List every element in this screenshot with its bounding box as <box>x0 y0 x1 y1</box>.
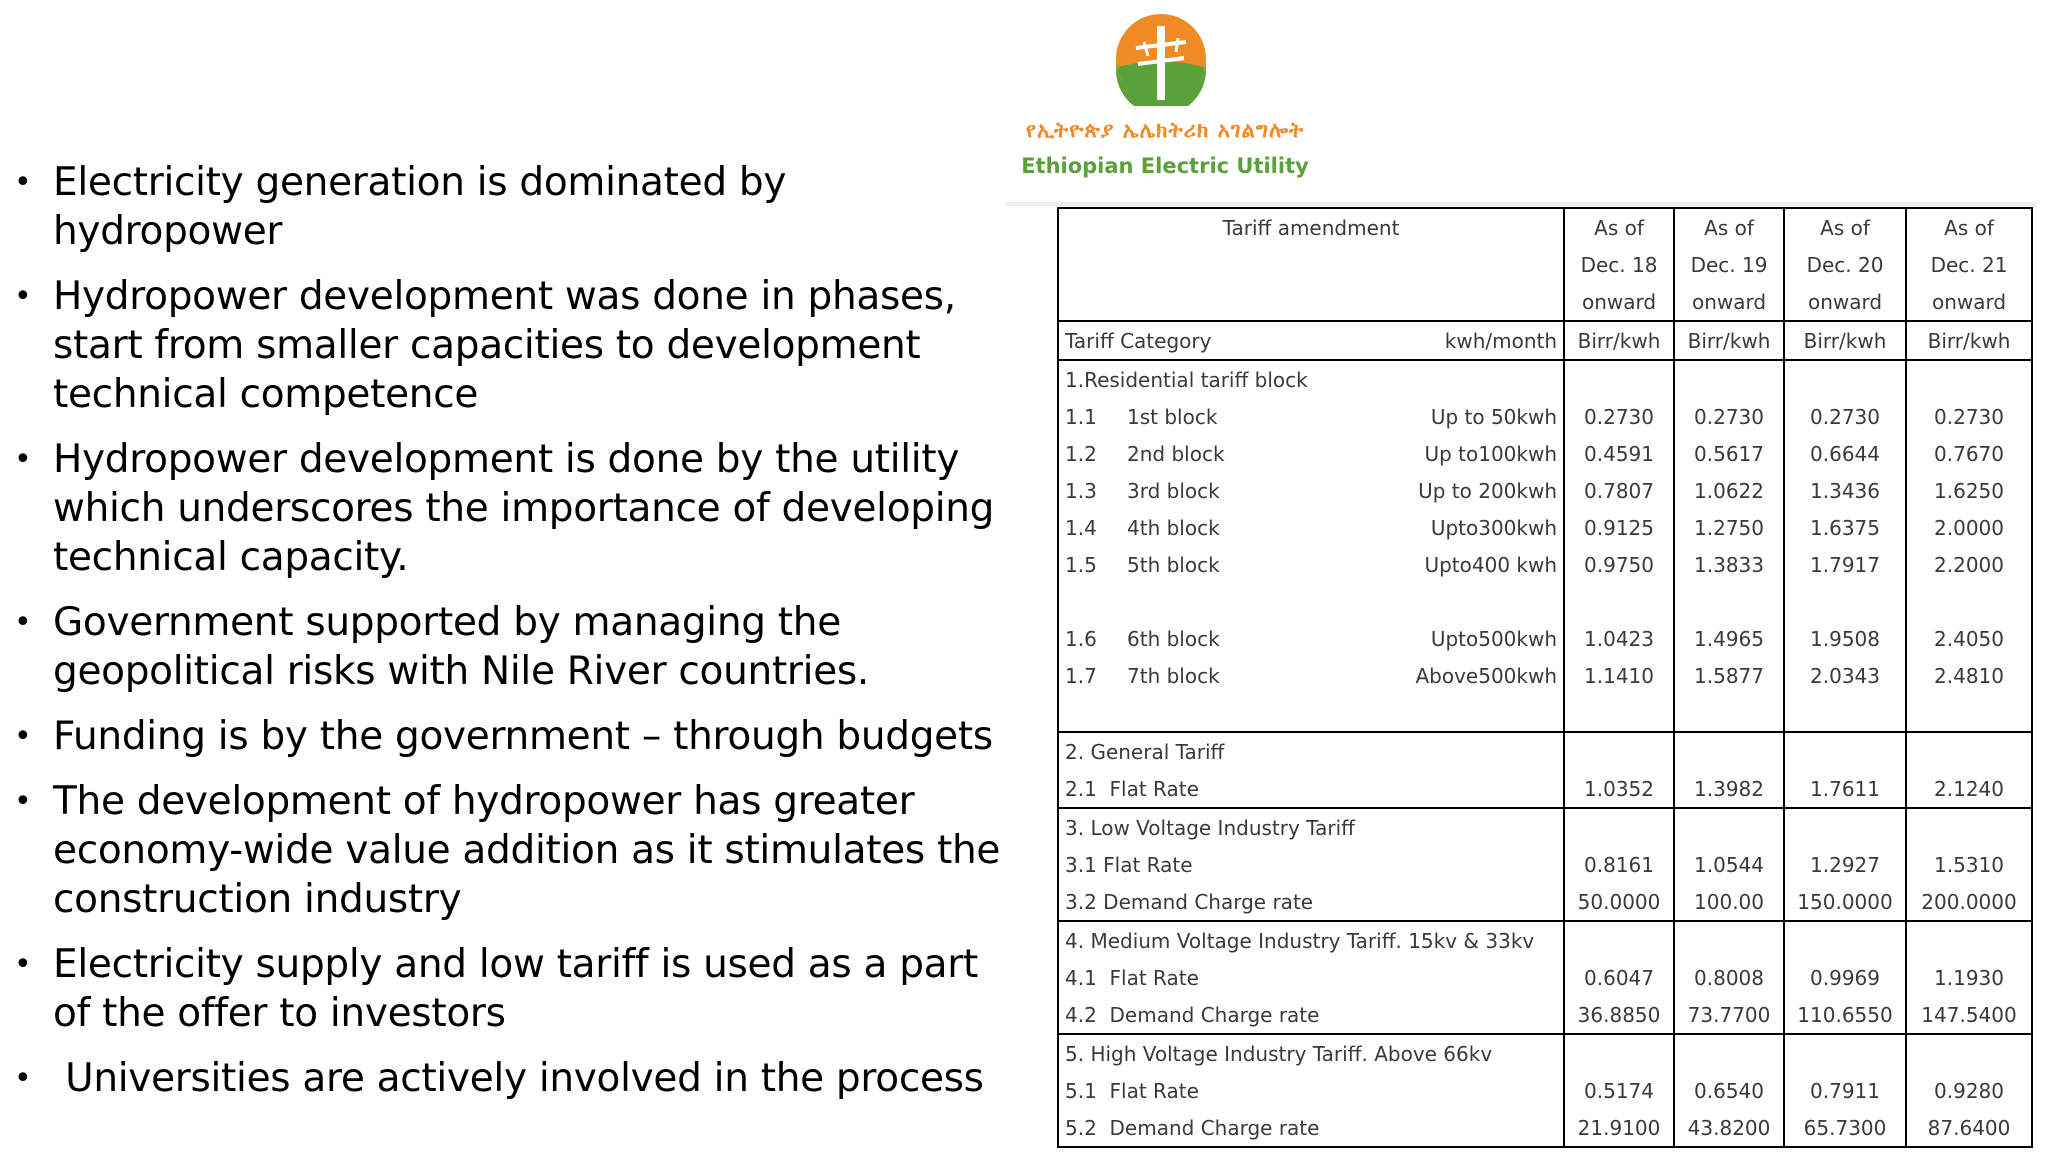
table-cell: 1.9508 <box>1784 620 1906 657</box>
price-unit: Birr/kwh <box>1784 321 1906 360</box>
row-label: 3.2 Demand Charge rate <box>1058 883 1564 921</box>
table-header-row <box>1058 283 2032 321</box>
table-cell: 1.6375 <box>1784 509 1906 546</box>
table-row <box>1058 657 2032 694</box>
bullet-item <box>14 712 1004 761</box>
table-cell: 0.7911 <box>1784 1072 1906 1109</box>
table-cell: 0.5617 <box>1674 435 1784 472</box>
table-cell: 1.0423 <box>1564 620 1674 657</box>
table-cell: 2.0000 <box>1906 509 2032 546</box>
table-cell: 1.0622 <box>1674 472 1784 509</box>
table-row <box>1058 620 2032 657</box>
section-title-row <box>1058 1034 2032 1072</box>
table-cell: 1.3833 <box>1674 546 1784 583</box>
medium-voltage-section-title: 4. Medium Voltage Industry Tariff. 15kv & 33kv <box>1058 921 1564 959</box>
residential-section-title: 1.Residential tariff block <box>1058 360 1564 398</box>
bullet-text: Electricity supply and low tariff is used as a part of the offer to investors <box>53 942 978 1036</box>
table-cell: 2.1240 <box>1906 770 2032 808</box>
table-cell: 0.5174 <box>1564 1072 1674 1109</box>
col-date-value: Dec. 18 <box>1564 246 1674 283</box>
table-cell: 1.3436 <box>1784 472 1906 509</box>
table-cell: 2.2000 <box>1906 546 2032 583</box>
table-cell: 0.9969 <box>1784 959 1906 996</box>
table-cell: 1.1410 <box>1564 657 1674 694</box>
table-cell: 50.0000 <box>1564 883 1674 921</box>
row-name: 6th block <box>1127 626 1220 651</box>
table-cell: 0.4591 <box>1564 435 1674 472</box>
bullet-text: Funding is by the government – through budgets <box>53 714 993 759</box>
col-date-label: As of <box>1674 208 1784 246</box>
col-date-value: Dec. 19 <box>1674 246 1784 283</box>
bullet-text: Hydropower development was done in phases, start from smaller capacities to development technical competence <box>53 274 956 417</box>
section-title-row <box>1058 921 2032 959</box>
table-cell: 1.7917 <box>1784 546 1906 583</box>
table-cell: 1.2750 <box>1674 509 1784 546</box>
col-date-suffix: onward <box>1784 283 1906 321</box>
row-range: Upto500kwh <box>1430 626 1558 651</box>
table-cell: 0.9280 <box>1906 1072 2032 1109</box>
row-label: 5.1 Flat Rate <box>1058 1072 1564 1109</box>
table-row <box>1058 472 2032 509</box>
general-section-title: 2. General Tariff <box>1058 732 1564 770</box>
col-date-label: As of <box>1784 208 1906 246</box>
row-label: 3.1 Flat Rate <box>1058 846 1564 883</box>
bullet-item <box>14 272 1004 419</box>
table-cell: 1.1930 <box>1906 959 2032 996</box>
spacer-row <box>1058 694 2032 732</box>
table-row <box>1058 996 2032 1034</box>
table-cell: 0.2730 <box>1906 398 2032 435</box>
section-title-row <box>1058 732 2032 770</box>
low-voltage-section-title: 3. Low Voltage Industry Tariff <box>1058 808 1564 846</box>
price-unit: Birr/kwh <box>1906 321 2032 360</box>
table-cell: 2.4050 <box>1906 620 2032 657</box>
table-cell: 1.4965 <box>1674 620 1784 657</box>
col-date-value: Dec. 20 <box>1784 246 1906 283</box>
col-date-value: Dec. 21 <box>1906 246 2032 283</box>
bullet-list <box>14 158 1004 1119</box>
bullet-dot-icon: • <box>14 605 32 640</box>
table-units-row <box>1058 321 2032 360</box>
table-cell: 2.0343 <box>1784 657 1906 694</box>
row-name: 1st block <box>1127 404 1218 429</box>
high-voltage-section-title: 5. High Voltage Industry Tariff. Above 66kv <box>1058 1034 1564 1072</box>
row-range: Upto300kwh <box>1430 515 1558 540</box>
row-label: 4.2 Demand Charge rate <box>1058 996 1564 1034</box>
bullet-dot-icon: • <box>14 719 32 754</box>
row-range: Upto400 kwh <box>1424 552 1558 577</box>
table-cell: 150.0000 <box>1784 883 1906 921</box>
bullet-text: Universities are actively involved in the process <box>53 1056 984 1101</box>
table-cell: 1.6250 <box>1906 472 2032 509</box>
bullet-item <box>14 158 1004 256</box>
table-cell: 73.7700 <box>1674 996 1784 1034</box>
table-cell: 21.9100 <box>1564 1109 1674 1147</box>
col-date-suffix: onward <box>1674 283 1784 321</box>
logo-english-text: Ethiopian Electric Utility <box>1021 154 1309 178</box>
tariff-amendment-title: Tariff amendment <box>1058 208 1564 246</box>
bullet-dot-icon: • <box>14 947 32 982</box>
row-name: 5th block <box>1127 552 1220 577</box>
table-cell: 110.6550 <box>1784 996 1906 1034</box>
row-name: 4th block <box>1127 515 1220 540</box>
price-unit: Birr/kwh <box>1564 321 1674 360</box>
logo-divider <box>1006 202 2036 206</box>
table-cell: 1.7611 <box>1784 770 1906 808</box>
table-header-row <box>1058 208 2032 246</box>
row-label: 2.1 Flat Rate <box>1058 770 1564 808</box>
table-cell: 0.6540 <box>1674 1072 1784 1109</box>
logo-amharic-text: የኢትዮጵያ ኤሌክትሪክ አገልግሎት <box>1025 118 1305 142</box>
table-cell: 1.0544 <box>1674 846 1784 883</box>
row-code: 1.6 <box>1058 620 1121 657</box>
table-cell: 100.00 <box>1674 883 1784 921</box>
table-cell: 1.2927 <box>1784 846 1906 883</box>
table-cell: 36.8850 <box>1564 996 1674 1034</box>
bullet-dot-icon: • <box>14 279 32 314</box>
table-cell: 0.6047 <box>1564 959 1674 996</box>
bullet-dot-icon: • <box>14 165 32 200</box>
table-cell: 0.7670 <box>1906 435 2032 472</box>
bullet-text: Government supported by managing the geopolitical risks with Nile River countries. <box>53 600 870 694</box>
table-cell: 0.8008 <box>1674 959 1784 996</box>
table-cell: 65.7300 <box>1784 1109 1906 1147</box>
table-cell: 0.9125 <box>1564 509 1674 546</box>
row-code: 1.1 <box>1058 398 1121 435</box>
table-cell: 0.9750 <box>1564 546 1674 583</box>
kwh-unit-label: kwh/month <box>1336 321 1564 360</box>
price-unit: Birr/kwh <box>1674 321 1784 360</box>
table-row <box>1058 435 2032 472</box>
table-row <box>1058 546 2032 583</box>
tariff-table <box>1057 207 2033 1148</box>
row-range: Up to100kwh <box>1424 441 1558 466</box>
col-date-suffix: onward <box>1906 283 2032 321</box>
row-label: 4.1 Flat Rate <box>1058 959 1564 996</box>
bullet-item <box>14 598 1004 696</box>
table-row <box>1058 959 2032 996</box>
row-range: Up to 200kwh <box>1418 478 1558 503</box>
table-row <box>1058 770 2032 808</box>
tariff-category-label: Tariff Category <box>1058 321 1336 360</box>
section-title-row <box>1058 808 2032 846</box>
bullet-item <box>14 1054 1004 1103</box>
bullet-text: Hydropower development is done by the utility which underscores the importance of developing technical capacity. <box>53 437 995 580</box>
row-name: 2nd block <box>1127 441 1225 466</box>
table-cell: 0.8161 <box>1564 846 1674 883</box>
table-cell: 147.5400 <box>1906 996 2032 1034</box>
col-date-label: As of <box>1906 208 2032 246</box>
table-row <box>1058 398 2032 435</box>
table-cell: 0.2730 <box>1784 398 1906 435</box>
table-cell: 1.3982 <box>1674 770 1784 808</box>
table-cell: 1.5310 <box>1906 846 2032 883</box>
table-cell: 1.0352 <box>1564 770 1674 808</box>
bullet-item <box>14 940 1004 1038</box>
row-name: 7th block <box>1127 663 1220 688</box>
section-title-row <box>1058 360 2032 398</box>
spacer-row <box>1058 583 2032 620</box>
col-date-label: As of <box>1564 208 1674 246</box>
table-cell: 87.6400 <box>1906 1109 2032 1147</box>
table-cell: 43.8200 <box>1674 1109 1784 1147</box>
table-row <box>1058 846 2032 883</box>
table-cell: 0.2730 <box>1564 398 1674 435</box>
bullet-text: Electricity generation is dominated by hydropower <box>53 160 787 254</box>
row-range: Above500kwh <box>1415 663 1558 688</box>
table-cell: 0.7807 <box>1564 472 1674 509</box>
row-range: Up to 50kwh <box>1430 404 1558 429</box>
table-header-row <box>1058 246 2032 283</box>
table-row <box>1058 1109 2032 1147</box>
table-cell: 2.4810 <box>1906 657 2032 694</box>
row-code: 1.5 <box>1058 546 1121 583</box>
table-row <box>1058 883 2032 921</box>
table-cell: 1.5877 <box>1674 657 1784 694</box>
table-row <box>1058 1072 2032 1109</box>
row-code: 1.3 <box>1058 472 1121 509</box>
utility-logo <box>1000 8 1330 188</box>
row-name: 3rd block <box>1127 478 1220 503</box>
table-cell: 0.2730 <box>1674 398 1784 435</box>
bullet-dot-icon: • <box>14 442 32 477</box>
bullet-item <box>14 777 1004 924</box>
table-cell: 200.0000 <box>1906 883 2032 921</box>
row-label: 5.2 Demand Charge rate <box>1058 1109 1564 1147</box>
col-date-suffix: onward <box>1564 283 1674 321</box>
bullet-item <box>14 435 1004 582</box>
row-code: 1.4 <box>1058 509 1121 546</box>
row-code: 1.2 <box>1058 435 1121 472</box>
bullet-text: The development of hydropower has greater economy-wide value addition as it stimulates the construction industry <box>53 779 1001 922</box>
table-cell: 0.6644 <box>1784 435 1906 472</box>
table-row <box>1058 509 2032 546</box>
pylon-logo-icon <box>1114 12 1208 106</box>
bullet-dot-icon: • <box>14 784 32 819</box>
bullet-dot-icon: • <box>14 1061 32 1096</box>
row-code: 1.7 <box>1058 657 1121 694</box>
